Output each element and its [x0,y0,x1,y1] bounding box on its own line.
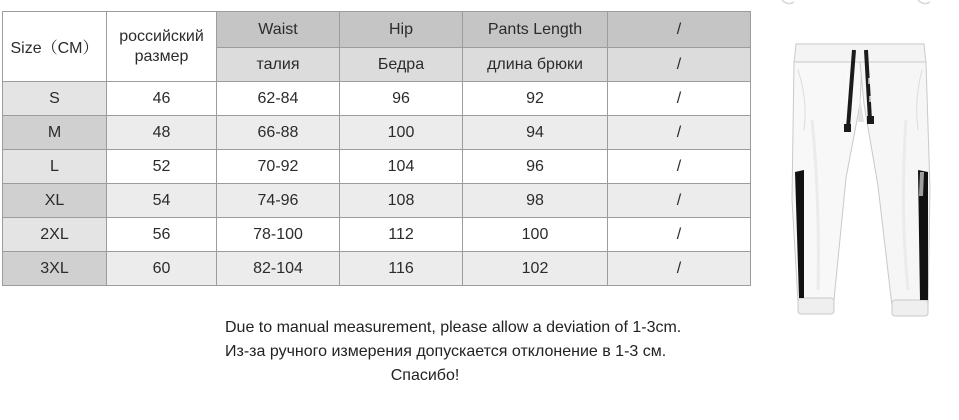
russian-size-header-line1: российский [119,27,204,45]
russian-size-cell: 48 [107,116,217,150]
waist-cell: 70-92 [217,150,340,184]
waist-cell: 62-84 [217,82,340,116]
russian-size-cell: 54 [107,184,217,218]
hip-cell: 116 [340,252,463,286]
size-cell: 2XL [3,218,107,252]
table-row [3,252,751,286]
pants-length-header-ru: длина брюки [463,48,608,82]
hip-cell: 108 [340,184,463,218]
extra-cell: / [608,184,751,218]
size-cell: M [3,116,107,150]
note-english: Due to manual measurement, please allow a deviation of 1-3cm. [225,319,682,336]
table-row [3,184,751,218]
table-row [3,116,751,150]
hip-cell: 112 [340,218,463,252]
extra-cell: / [608,150,751,184]
size-cell: S [3,82,107,116]
hip-cell: 104 [340,150,463,184]
table-header-row [3,12,751,48]
pants-length-cell: 96 [463,150,608,184]
hip-header: Hip [340,12,463,48]
table-row [3,82,751,116]
size-cell: XL [3,184,107,218]
waist-cell: 78-100 [217,218,340,252]
size-column-header: Size（CM） [3,12,107,82]
hip-cell: 96 [340,82,463,116]
note-russian: Из-за ручного измерения допускается отклонение в 1-3 см. [225,343,667,360]
russian-size-cell: 56 [107,218,217,252]
extra-cell: / [608,252,751,286]
russian-size-cell: 60 [107,252,217,286]
hip-header-ru: Бедра [340,48,463,82]
extra-column-header-ru: / [608,48,751,82]
table-row [3,218,751,252]
pants-length-cell: 100 [463,218,608,252]
russian-size-cell: 46 [107,82,217,116]
pants-length-cell: 94 [463,116,608,150]
waist-cell: 82-104 [217,252,340,286]
pants-length-cell: 98 [463,184,608,218]
waist-header: Waist [217,12,340,48]
waist-header-ru: талия [217,48,340,82]
pants-length-header: Pants Length [463,12,608,48]
note-thanks: Спасибо! [390,367,460,384]
waist-cell: 66-88 [217,116,340,150]
size-cell: 3XL [3,252,107,286]
russian-size-header-line2: размер [134,47,189,65]
pants-product-image [768,0,952,340]
russian-size-column-header [107,12,217,82]
size-chart-table [2,11,751,286]
measurement-note [225,316,682,388]
hip-cell: 100 [340,116,463,150]
pants-length-cell: 102 [463,252,608,286]
waist-cell: 74-96 [217,184,340,218]
table-row [3,150,751,184]
pants-length-cell: 92 [463,82,608,116]
extra-cell: / [608,116,751,150]
size-cell: L [3,150,107,184]
extra-cell: / [608,82,751,116]
russian-size-cell: 52 [107,150,217,184]
extra-column-header: / [608,12,751,48]
extra-cell: / [608,218,751,252]
